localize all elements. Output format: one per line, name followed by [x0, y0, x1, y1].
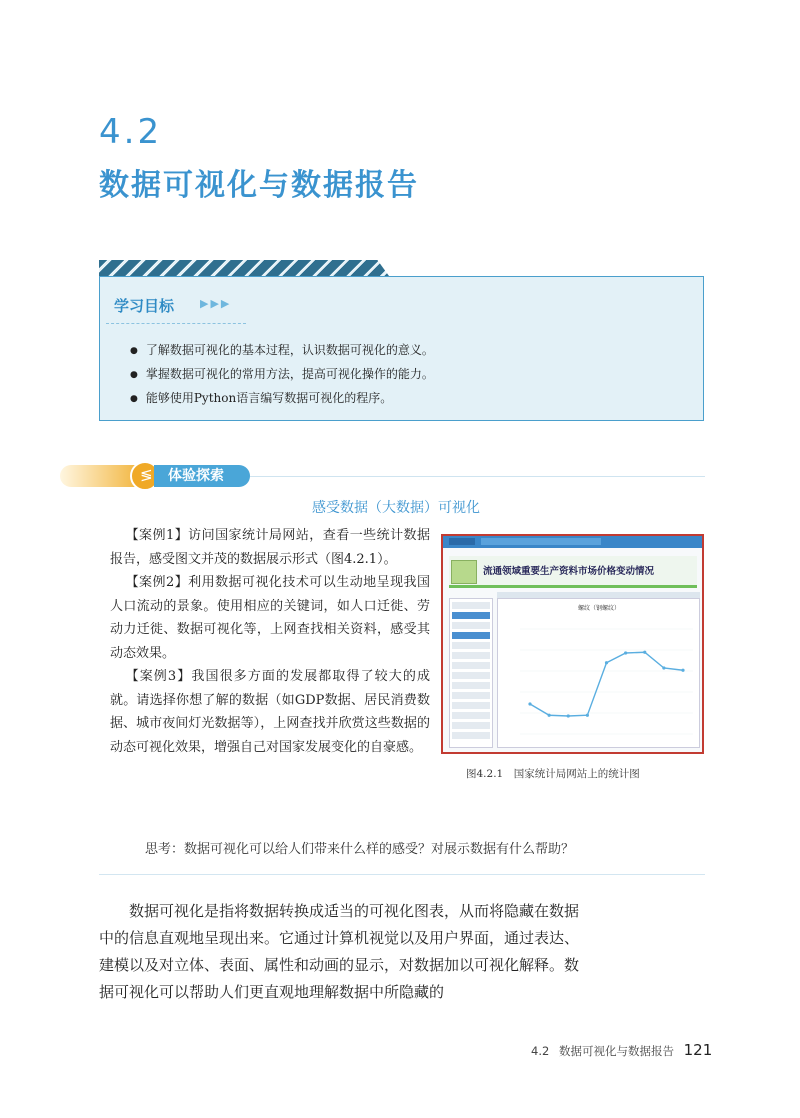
case-3: 【案例3】我国很多方面的发展都取得了较大的成就。请选择你想了解的数据（如GDP数据、居民消费数据、城市夜间灯光数据等），上网查找并欣赏这些数据的动态可视化效果，增强自己对国家发展变化的自豪感。 — [110, 669, 430, 755]
objectives-heading: 学习目标 — [114, 297, 175, 315]
objective-item: ● 了解数据可视化的基本过程，认识数据可视化的意义。 — [130, 339, 434, 363]
building-icon — [451, 560, 477, 584]
objectives-list — [130, 339, 434, 411]
case-list — [110, 524, 430, 759]
objectives-decor-band — [99, 260, 389, 276]
experience-decor — [60, 465, 140, 487]
figure-screenshot — [441, 534, 704, 754]
experience-subtitle: 感受数据（大数据）可视化 — [312, 500, 480, 516]
objective-item: ● 能够使用Python语言编写数据可视化的程序。 — [130, 387, 434, 411]
website-chart-panel — [497, 598, 700, 748]
banner-title: 流通领域重要生产资料市场价格变动情况 — [483, 566, 655, 577]
website-banner — [449, 556, 697, 588]
experience-label: 体验探索 — [154, 465, 250, 487]
figure-caption: 图4.2.1 国家统计局网站上的统计图 — [466, 768, 640, 780]
data-point — [586, 714, 589, 717]
explore-icon: ≶ — [130, 461, 160, 491]
data-point — [605, 661, 608, 664]
divider — [99, 874, 705, 875]
data-point — [643, 651, 646, 654]
footer-title: 数据可视化与数据报告 — [558, 1044, 674, 1058]
chart-title: 螺纹（钢螺纹） — [577, 605, 621, 612]
case-1: 【案例1】访问国家统计局网站，查看一些统计数据报告，感受图文并茂的数据展示形式（图4.2.1）。 — [110, 528, 430, 567]
think-question: 思考：数据可视化可以给人们带来什么样的感受？对展示数据有什么帮助？ — [145, 842, 575, 857]
arrows-icon: ▶▶▶ — [200, 297, 232, 310]
objectives-box — [99, 276, 704, 421]
section-title: 数据可视化与数据报告 — [99, 168, 419, 203]
data-point — [548, 714, 551, 717]
footer-section: 4.2 — [531, 1044, 550, 1058]
data-point — [662, 666, 665, 669]
page-footer — [531, 1041, 712, 1059]
data-point — [624, 651, 627, 654]
body-paragraph — [99, 898, 579, 1006]
objectives-divider — [106, 323, 246, 324]
experience-header — [60, 461, 250, 491]
objective-item: ● 掌握数据可视化的常用方法，提高可视化操作的能力。 — [130, 363, 434, 387]
website-topbar — [443, 536, 702, 548]
experience-rule — [250, 476, 705, 477]
line-chart — [498, 599, 701, 749]
website-sidebar — [449, 598, 493, 748]
section-number: 4.2 — [99, 112, 163, 152]
body-text: 数据可视化是指将数据转换成适当的可视化图表，从而将隐藏在数据中的信息直观地呈现出来。它通过计算机视觉以及用户界面，通过表达、建模以及对立体、表面、属性和动画的显示，对数据加以可视化解释。数据可视化可以帮助人们更直观地理解数据中所隐藏的 — [99, 902, 580, 1001]
data-point — [528, 702, 531, 705]
page-number: 121 — [683, 1041, 713, 1059]
data-point — [567, 714, 570, 717]
data-point — [681, 669, 684, 672]
case-2: 【案例2】利用数据可视化技术可以生动地呈现我国人口流动的景象。使用相应的关键词，如人口迁徙、劳动力迁徙、数据可视化等，上网查找相关资料，感受其动态效果。 — [110, 575, 430, 661]
